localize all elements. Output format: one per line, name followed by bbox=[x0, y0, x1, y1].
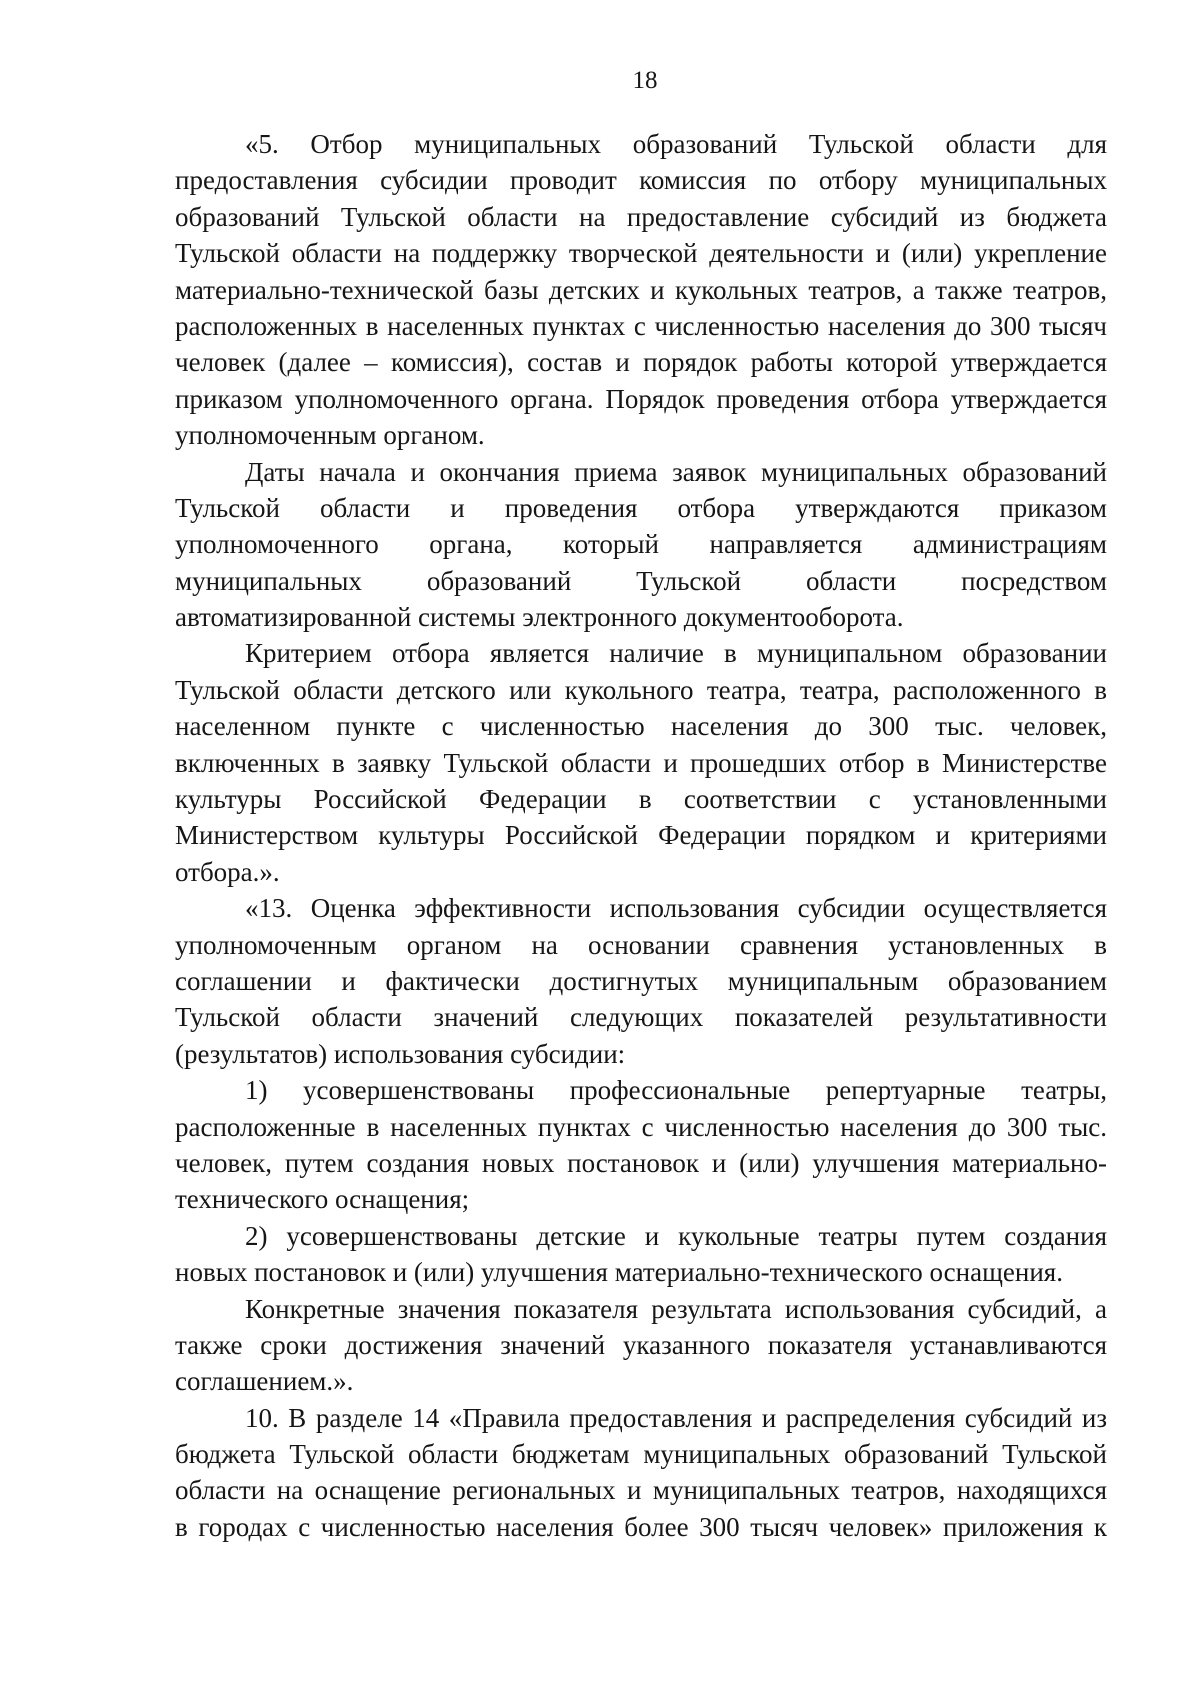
text-line: «5. Отбор муниципальных образований Тульской области для bbox=[245, 129, 1107, 159]
paragraph-criterion bbox=[175, 635, 1107, 890]
text-line: 1) усовершенствованы профессиональные репертуарные театры, bbox=[245, 1075, 1107, 1106]
text-line: отбора.». bbox=[175, 856, 280, 887]
text-line: включенных в заявку Тульской области и прошедших отбор в Министерстве bbox=[175, 747, 1107, 778]
text-line: соглашением.». bbox=[175, 1366, 354, 1397]
text-line: уполномоченным органом. bbox=[175, 420, 485, 451]
text-line: Министерством культуры Российской Федерации порядком и критериями bbox=[175, 820, 1107, 851]
text-line: материально-технической базы детских и кукольных театров, а также театров, bbox=[175, 274, 1107, 305]
paragraph-item-5 bbox=[175, 126, 1107, 454]
text-line: Конкретные значения показателя результата использования субсидий, а bbox=[245, 1293, 1107, 1324]
text-line: населенном пункте с численностью населения до 300 тыс. человек, bbox=[175, 711, 1107, 742]
text-line: Критерием отбора является наличие в муниципальном образовании bbox=[245, 638, 1107, 669]
text-line: Тульской области значений следующих показателей результативности bbox=[175, 1002, 1107, 1033]
text-line: приказом уполномоченного органа. Порядок проведения отбора утверждается bbox=[175, 383, 1107, 414]
paragraph-item-10 bbox=[175, 1400, 1107, 1546]
text-line: 10. В разделе 14 «Правила предоставления и распределения субсидий из bbox=[245, 1402, 1107, 1433]
text-line: (результатов) использования субсидии: bbox=[175, 1038, 626, 1069]
page-number: 18 bbox=[632, 67, 658, 94]
text-line: муниципальных образований Тульской области посредством bbox=[175, 565, 1107, 596]
text-line: технического оснащения; bbox=[175, 1184, 470, 1215]
text-line: автоматизированной системы электронного документооборота. bbox=[175, 602, 904, 633]
text-line: области на оснащение региональных и муниципальных театров, находящихся bbox=[175, 1475, 1107, 1506]
text-line: уполномоченного органа, который направляется администрациям bbox=[175, 529, 1107, 560]
text-line: расположенных в населенных пунктах с численностью населения до 300 тысяч bbox=[175, 310, 1107, 341]
text-line: образований Тульской области на предоставление субсидий из бюджета bbox=[175, 201, 1107, 232]
text-line: 2) усовершенствованы детские и кукольные театры путем создания bbox=[245, 1220, 1107, 1251]
text-line: культуры Российской Федерации в соответствии с установленными bbox=[175, 784, 1107, 815]
text-line: в городах с численностью населения более 300 тысяч человек» приложения к bbox=[175, 1511, 1107, 1542]
text-line: соглашении и фактически достигнутых муниципальным образованием bbox=[175, 965, 1107, 996]
paragraph-item-13 bbox=[175, 890, 1107, 1072]
document-body bbox=[175, 126, 1107, 1545]
text-line: уполномоченным органом на основании сравнения установленных в bbox=[175, 929, 1107, 960]
paragraph-subitem-1 bbox=[175, 1072, 1107, 1218]
text-line: Тульской области и проведения отбора утверждаются приказом bbox=[175, 492, 1107, 523]
text-line: бюджета Тульской области бюджетам муниципальных образований Тульской bbox=[175, 1439, 1107, 1470]
text-line: новых постановок и (или) улучшения материально-технического оснащения. bbox=[175, 1257, 1063, 1288]
text-line: Тульской области на поддержку творческой деятельности и (или) укрепление bbox=[175, 238, 1107, 269]
paragraph-subitem-2 bbox=[175, 1218, 1107, 1291]
text-line: также сроки достижения значений указанного показателя устанавливаются bbox=[175, 1329, 1107, 1360]
text-line: Даты начала и окончания приема заявок муниципальных образований bbox=[245, 456, 1107, 487]
text-line: предоставления субсидии проводит комиссия по отбору муниципальных bbox=[175, 165, 1107, 196]
paragraph-dates bbox=[175, 454, 1107, 636]
text-line: Тульской области детского или кукольного театра, театра, расположенного в bbox=[175, 674, 1107, 705]
text-line: человек (далее – комиссия), состав и порядок работы которой утверждается bbox=[175, 347, 1107, 378]
text-line: «13. Оценка эффективности использования субсидии осуществляется bbox=[245, 893, 1107, 924]
paragraph-values bbox=[175, 1291, 1107, 1400]
text-line: человек, путем создания новых постановок и (или) улучшения материально- bbox=[175, 1147, 1107, 1178]
text-line: расположенные в населенных пунктах с численностью населения до 300 тыс. bbox=[175, 1111, 1107, 1142]
